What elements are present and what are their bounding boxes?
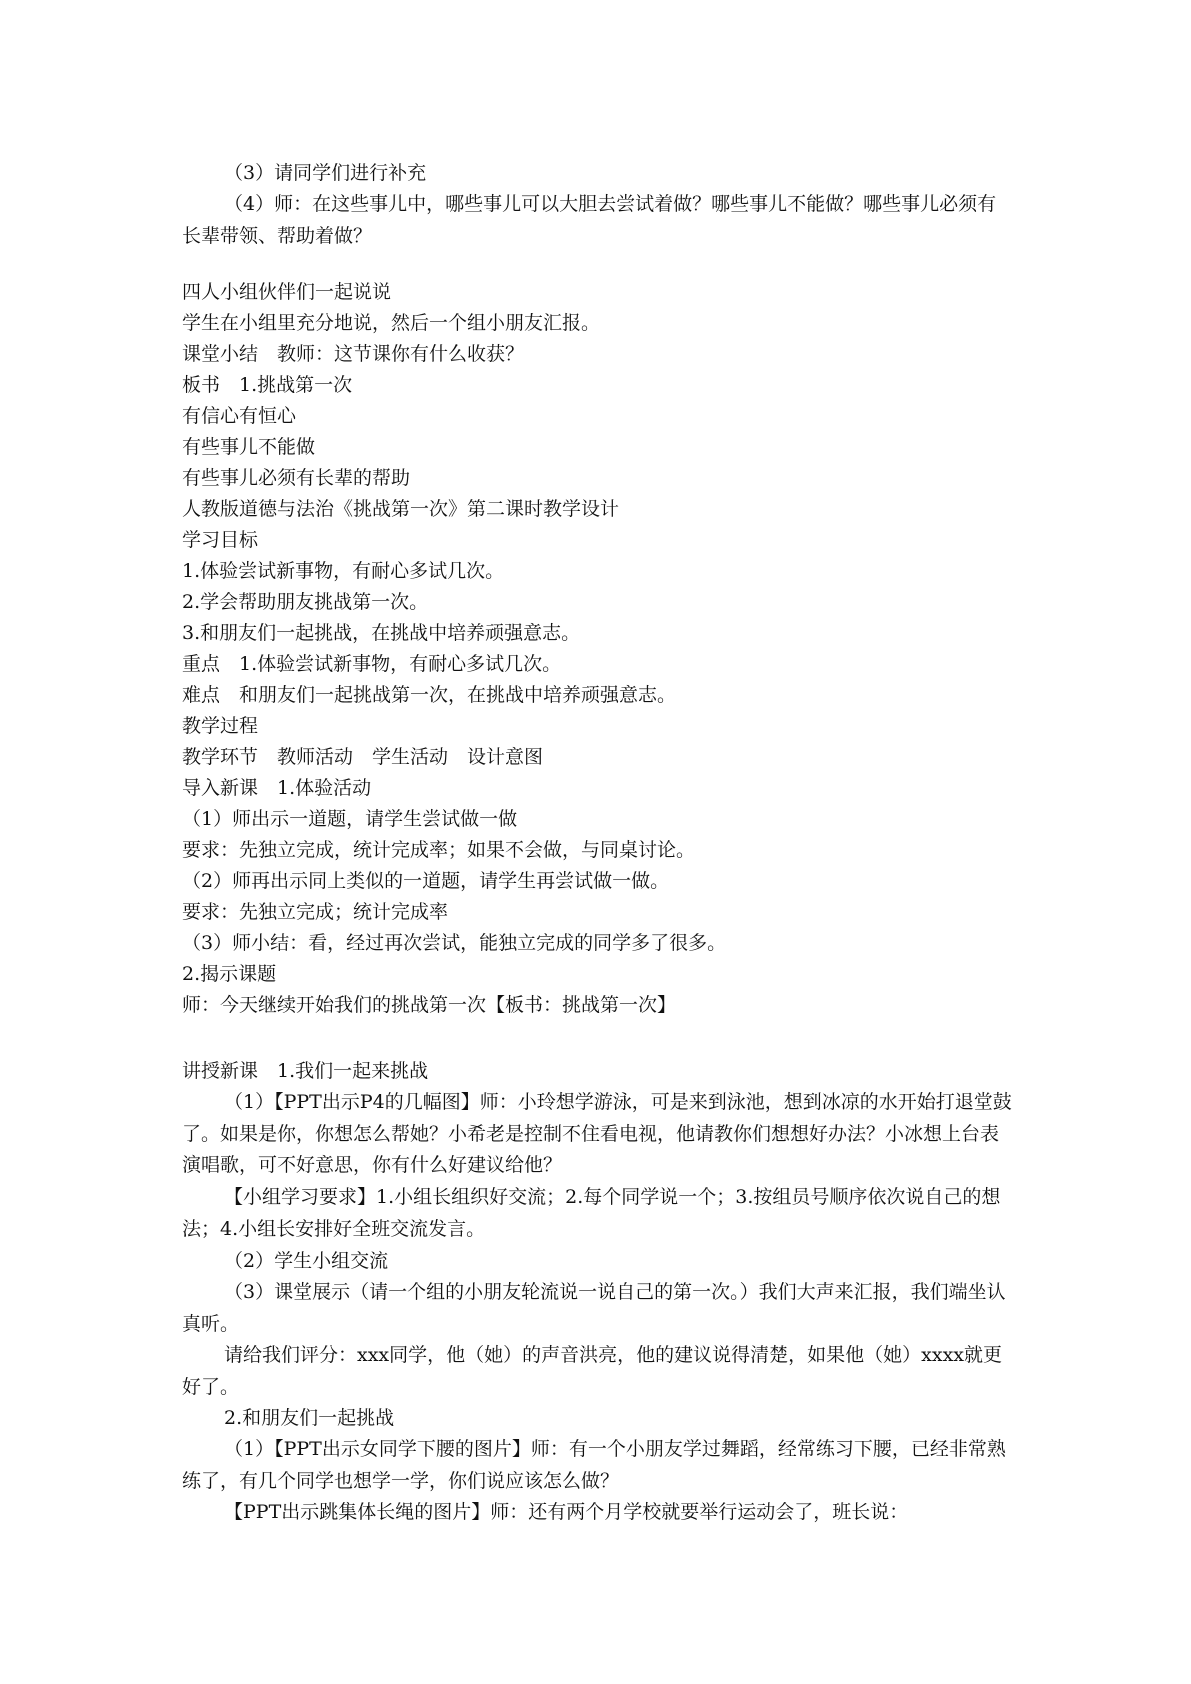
text-line: 1.体验尝试新事物，有耐心多试几次。: [182, 560, 505, 582]
text-line: 2.揭示课题: [182, 963, 277, 985]
text-line: （3）请同学们进行补充: [224, 162, 427, 184]
text-line: 讲授新课 1.我们一起来挑战: [182, 1060, 429, 1082]
text-line: （1）师出示一道题，请学生尝试做一做: [182, 808, 518, 830]
table-header-row: 教学环节 教师活动 学生活动 设计意图: [182, 746, 544, 768]
text-line: 师：今天继续开始我们的挑战第一次【板书：挑战第一次】: [182, 994, 677, 1016]
text-line: 要求：先独立完成；统计完成率: [182, 901, 449, 923]
text-line: 有些事儿必须有长辈的帮助: [182, 467, 411, 489]
text-line: 四人小组伙伴们一起说说: [182, 281, 392, 303]
text-line: 导入新课 1.体验活动: [182, 777, 372, 799]
text-line: 学生在小组里充分地说，然后一个组小朋友汇报。: [182, 312, 601, 334]
paragraph: （4）师：在这些事儿中，哪些事儿可以大胆去尝试着做？哪些事儿不能做？哪些事儿必须有长辈带领、帮助着做？: [182, 193, 997, 247]
text-line: 板书 1.挑战第一次: [182, 374, 353, 396]
paragraph: 【小组学习要求】1.小组长组织好交流；2.每个同学说一个；3.按组员号顺序依次说自己的想法；4.小组长安排好全班交流发言。: [182, 1186, 1001, 1240]
text-line: 3.和朋友们一起挑战，在挑战中培养顽强意志。: [182, 622, 581, 644]
text-line: 2.和朋友们一起挑战: [224, 1407, 395, 1429]
text-line: （3）师小结：看，经过再次尝试，能独立完成的同学多了很多。: [182, 932, 727, 954]
paragraph: （1）【PPT出示女同学下腰的图片】师：有一个小朋友学过舞蹈，经常练习下腰，已经非常熟练了，有几个同学也想学一学，你们说应该怎么做？: [182, 1438, 1006, 1492]
text-line: （2）师再出示同上类似的一道题，请学生再尝试做一做。: [182, 870, 670, 892]
text-line: 要求：先独立完成，统计完成率；如果不会做，与同桌讨论。: [182, 839, 696, 861]
section-heading: 教学过程: [182, 715, 259, 737]
paragraph: （3）课堂展示（请一个组的小朋友轮流说一说自己的第一次。）我们大声来汇报，我们端坐认真听。: [182, 1281, 1006, 1335]
document-title: 人教版道德与法治《挑战第一次》第二课时教学设计: [182, 498, 620, 520]
text-line: （2）学生小组交流: [224, 1250, 389, 1272]
text-line: 课堂小结 教师：这节课你有什么收获？: [182, 343, 525, 365]
text-line: 2.学会帮助朋友挑战第一次。: [182, 591, 429, 613]
paragraph: （1）【PPT出示P4的几幅图】师：小玲想学游泳，可是来到泳池，想到冰凉的水开始打退堂鼓了。如果是你，你想怎么帮她？小希老是控制不住看电视，他请教你们想想好办法？小冰想上台表演唱歌，可不好意思，你有什么好建议给他？: [182, 1091, 1012, 1176]
text-line: 难点 和朋友们一起挑战第一次，在挑战中培养顽强意志。: [182, 684, 677, 706]
section-heading: 学习目标: [182, 529, 259, 551]
text-line: 重点 1.体验尝试新事物，有耐心多试几次。: [182, 653, 562, 675]
paragraph: 【PPT出示跳集体长绳的图片】师：还有两个月学校就要举行运动会了，班长说：: [224, 1501, 909, 1523]
text-line: 有些事儿不能做: [182, 436, 316, 458]
paragraph: 请给我们评分：xxx同学，他（她）的声音洪亮，他的建议说得清楚，如果他（她）xxxx就更好了。: [182, 1344, 1003, 1398]
text-line: 有信心有恒心: [182, 405, 297, 427]
